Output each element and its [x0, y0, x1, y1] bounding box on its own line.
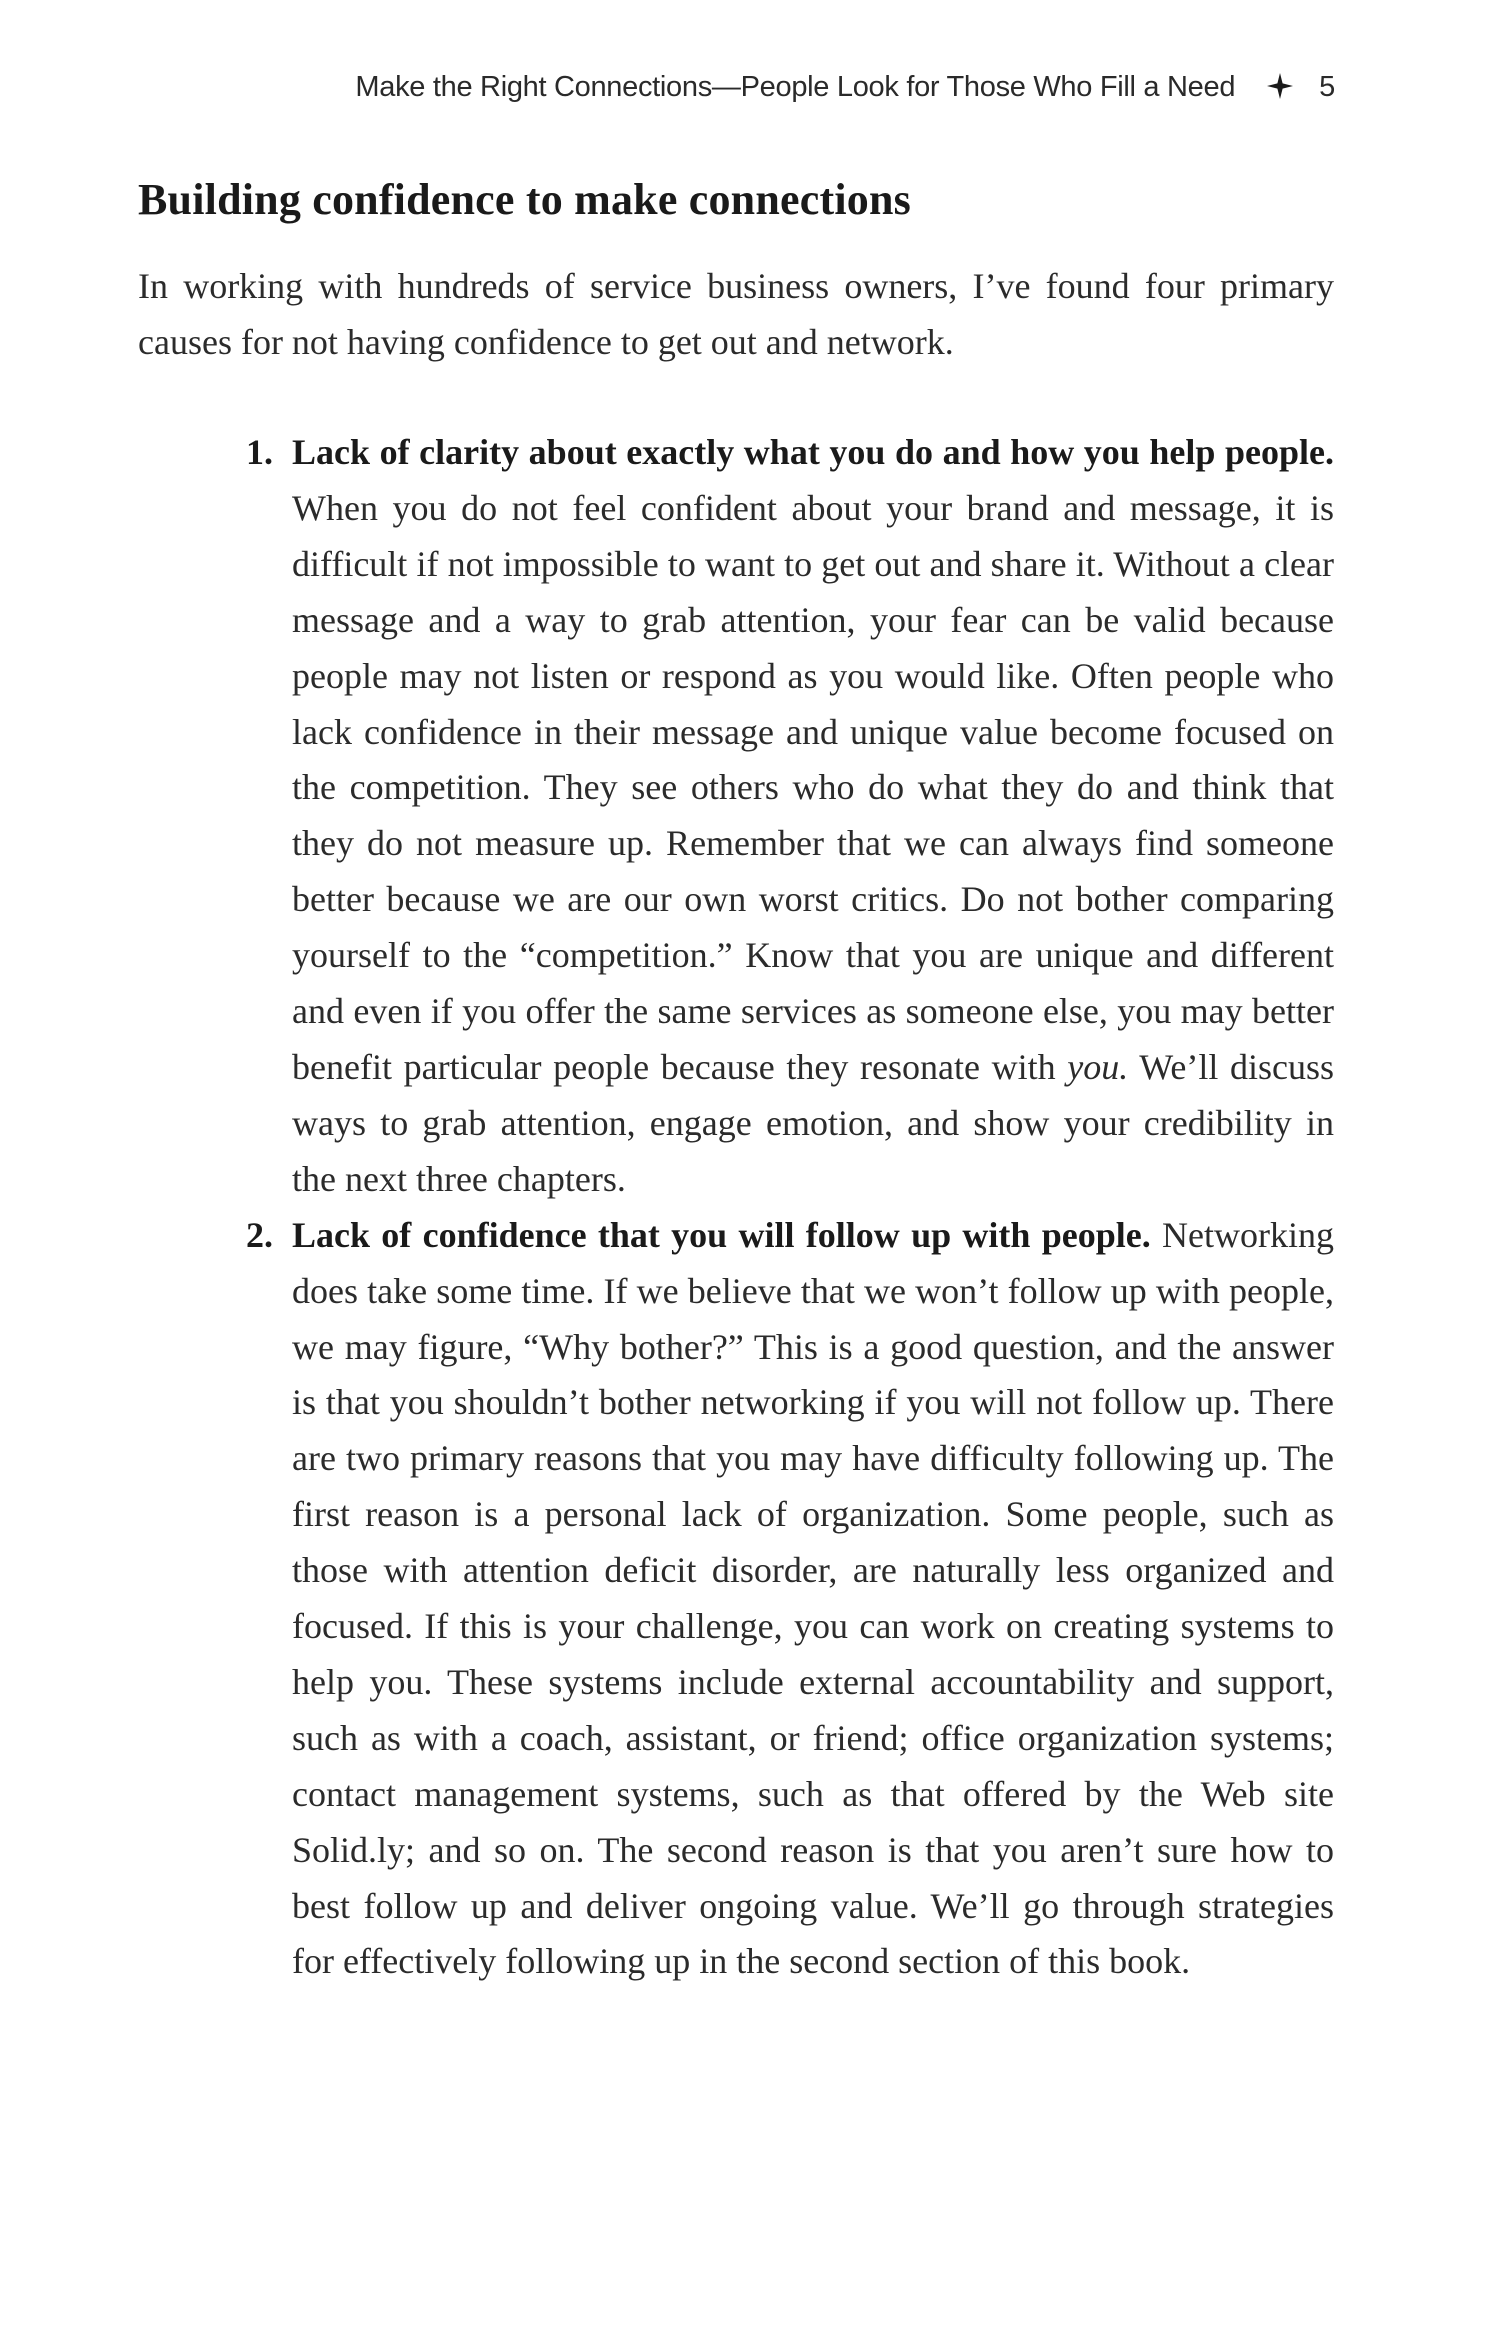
- list-item-emphasis: you.: [1067, 1046, 1129, 1087]
- four-point-star-icon: [1267, 73, 1293, 99]
- list-item-body: Networking does take some time. If we believe that we won’t follow up with people, we may figure, “Why bother?” This is a good question, and the answer is that you shouldn’t bother networking if you will not follow up. There are two primary reasons that you may have difficulty following up. The first reason is a personal lack of organization. Some people, such as those with attention deficit disorder, are naturally less organized and focused. If this is your challenge, you can work on creating systems to help you. These systems include external accountability and support, such as with a coach, assistant, or friend; office organization systems; contact management systems, such as that offered by the Web site Solid.ly; and so on. The second reason is that you aren’t sure how to best follow up and deliver ongoing value. We’ll go through strategies for effectively following up in the second section of this book.: [292, 1214, 1334, 1982]
- list-item-lead: Lack of confidence that you will follow up with people.: [292, 1214, 1151, 1255]
- list-item-number: 2.: [246, 1214, 273, 1255]
- numbered-list: [226, 425, 1334, 1990]
- list-item: [226, 1208, 1334, 1991]
- list-item-number: 1.: [246, 432, 273, 472]
- list-item-body: When you do not feel confident about your brand and message, it is difficult if not impossible to want to get out and share it. Without a clear message and a way to grab attention, your fear can be valid because people may not listen or respond as you would like. Often people who lack confidence in their message and unique value become focused on the competition. They see others who do what they do and think that they do not measure up. Remember that we can always find someone better because we are our own worst critics. Do not bother comparing yourself to the “competition.” Know that you are unique and different and even if you offer the same services as someone else, you may better benefit particular people because they resonate with: [292, 487, 1334, 1087]
- list-item: [226, 425, 1334, 1208]
- list-item-lead: Lack of clarity about exactly what you do and how you help people.: [292, 432, 1334, 472]
- running-title: Make the Right Connections—People Look for Those Who Fill a Need: [355, 71, 1236, 103]
- page-number: 5: [1319, 71, 1335, 103]
- list-item-body-end: We’ll discuss ways to grab attention, engage emotion, and show your credibility in the next three chapters.: [292, 1046, 1334, 1199]
- section-title: Building confidence to make connections: [138, 175, 911, 224]
- intro-paragraph: In working with hundreds of service business owners, I’ve found four primary causes for not having confidence to get out and network.: [138, 266, 1334, 362]
- running-header: [200, 70, 1335, 104]
